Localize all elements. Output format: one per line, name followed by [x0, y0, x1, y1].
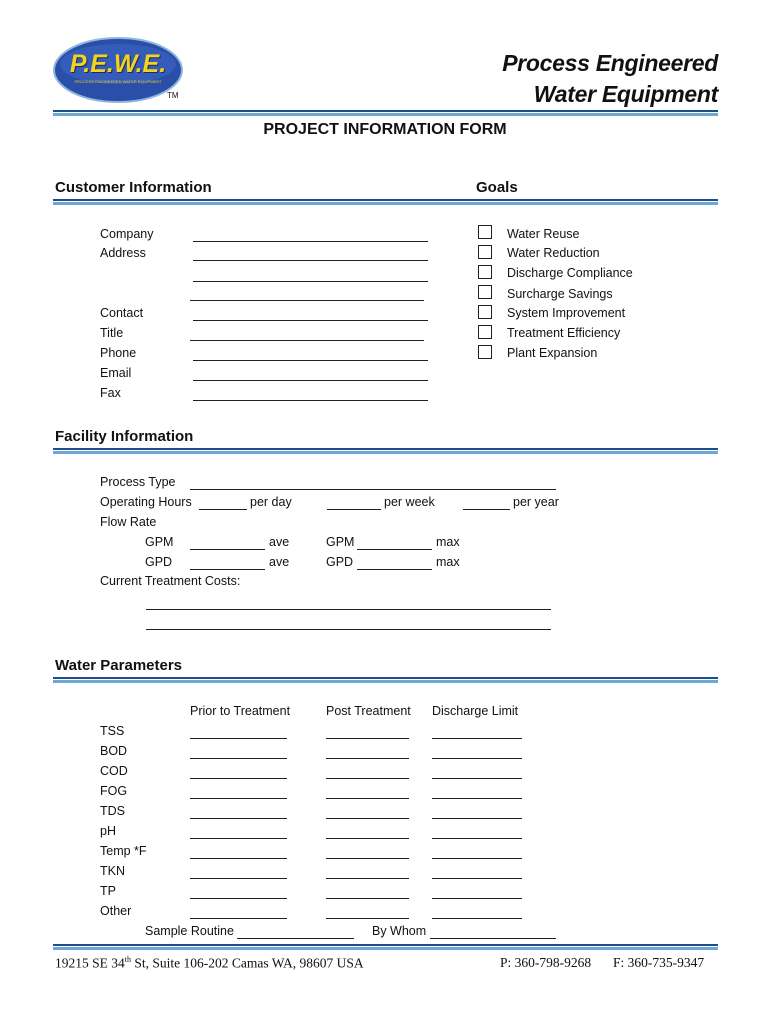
checkbox-surcharge-savings[interactable] [478, 285, 492, 299]
footer-rule [53, 944, 718, 950]
form-title: PROJECT INFORMATION FORM [263, 121, 507, 138]
discharge-field[interactable] [432, 778, 522, 779]
process-type-label: Process Type [100, 475, 176, 489]
per-week-label: per week [384, 495, 435, 509]
max-label: max [436, 555, 460, 569]
gpm-max-field[interactable] [357, 549, 432, 550]
operating-hours-label: Operating Hours [100, 495, 192, 509]
process-type-field[interactable] [190, 489, 556, 490]
address-field-3[interactable] [190, 300, 424, 301]
gpd-max-label: GPD [326, 555, 354, 569]
discharge-field[interactable] [432, 738, 522, 739]
prior-field[interactable] [190, 798, 287, 799]
parameter-label: pH [100, 824, 116, 838]
post-field[interactable] [326, 738, 409, 739]
footer-fax: F: 360-735-9347 [613, 955, 705, 970]
prior-field[interactable] [190, 858, 287, 859]
prior-field[interactable] [190, 758, 287, 759]
logo-text: P.E.W.E. [69, 50, 167, 78]
post-field[interactable] [326, 918, 409, 919]
gpm-max-label: GPM [326, 535, 355, 549]
per-day-label: per day [250, 495, 292, 509]
goal-label: Surcharge Savings [507, 287, 613, 301]
max-label: max [436, 535, 460, 549]
fax-field[interactable] [193, 400, 428, 401]
current-costs-field-1[interactable] [146, 609, 551, 610]
discharge-field[interactable] [432, 878, 522, 879]
water-rule [53, 677, 718, 683]
title-field[interactable] [190, 340, 424, 341]
gpm-ave-label: GPM [145, 535, 174, 549]
goal-label: Discharge Compliance [507, 266, 633, 280]
discharge-field[interactable] [432, 818, 522, 819]
sample-routine-label: Sample Routine [145, 924, 234, 938]
field-label-fax: Fax [100, 386, 121, 400]
prior-field[interactable] [190, 778, 287, 779]
sample-routine-field[interactable] [237, 938, 354, 939]
gpd-ave-label: GPD [145, 555, 173, 569]
facility-heading: Facility Information [55, 428, 194, 445]
column-prior: Prior to Treatment [190, 704, 291, 718]
discharge-field[interactable] [432, 758, 522, 759]
goal-label: Water Reduction [507, 246, 600, 260]
customer-rule [53, 199, 718, 205]
ave-label: ave [269, 535, 290, 549]
logo-subtext: PROCESS ENGINEERED WATER EQUIPMENT [74, 79, 162, 84]
discharge-field[interactable] [432, 838, 522, 839]
field-label-phone: Phone [100, 346, 137, 360]
by-whom-field[interactable] [430, 938, 556, 939]
field-label-company: Company [100, 227, 154, 241]
ave-label: ave [269, 555, 290, 569]
address-suffix: th [124, 955, 131, 964]
goal-label: Water Reuse [507, 227, 580, 241]
header-rule [53, 110, 718, 116]
trademark: TM [167, 91, 179, 100]
parameter-label: TP [100, 884, 116, 898]
checkbox-plant-expansion[interactable] [478, 345, 492, 359]
goal-label: Treatment Efficiency [507, 326, 621, 340]
prior-field[interactable] [190, 818, 287, 819]
by-whom-label: By Whom [372, 924, 427, 938]
parameter-label: TDS [100, 804, 125, 818]
gpm-ave-field[interactable] [190, 549, 265, 550]
hours-per-year-field[interactable] [463, 509, 510, 510]
goal-label: System Improvement [507, 306, 626, 320]
footer-address [55, 955, 364, 972]
footer-phone: P: 360-798-9268 [500, 955, 592, 970]
post-field[interactable] [326, 778, 409, 779]
discharge-field[interactable] [432, 798, 522, 799]
parameter-label: TSS [100, 724, 125, 738]
parameter-label: FOG [100, 784, 128, 798]
address-field-2[interactable] [193, 281, 428, 282]
prior-field[interactable] [190, 878, 287, 879]
discharge-field[interactable] [432, 858, 522, 859]
discharge-field[interactable] [432, 918, 522, 919]
parameter-label: Temp *F [100, 844, 147, 858]
checkbox-discharge-compliance[interactable] [478, 265, 492, 279]
prior-field[interactable] [190, 838, 287, 839]
post-field[interactable] [326, 838, 409, 839]
parameter-label: Other [100, 904, 132, 918]
checkbox-system-improvement[interactable] [478, 305, 492, 319]
column-discharge: Discharge Limit [432, 704, 519, 718]
parameter-label: TKN [100, 864, 125, 878]
parameter-label: COD [100, 764, 128, 778]
email-field[interactable] [193, 380, 428, 381]
contact-field[interactable] [193, 320, 428, 321]
checkbox-water-reduction[interactable] [478, 245, 492, 259]
prior-field[interactable] [190, 738, 287, 739]
prior-field[interactable] [190, 898, 287, 899]
field-label-address: Address [100, 246, 146, 260]
flow-rate-label: Flow Rate [100, 515, 157, 529]
water-heading: Water Parameters [55, 657, 183, 674]
discharge-field[interactable] [432, 898, 522, 899]
checkbox-treatment-efficiency[interactable] [478, 325, 492, 339]
column-post: Post Treatment [326, 704, 411, 718]
per-year-label: per year [513, 495, 559, 509]
post-field[interactable] [326, 898, 409, 899]
facility-rule [53, 448, 718, 454]
checkbox-water-reuse[interactable] [478, 225, 492, 239]
gpd-max-field[interactable] [357, 569, 432, 570]
field-label-title: Title [100, 326, 124, 340]
post-field[interactable] [326, 878, 409, 879]
post-field[interactable] [326, 798, 409, 799]
customer-heading: Customer Information [55, 179, 212, 196]
prior-field[interactable] [190, 918, 287, 919]
current-costs-field-2[interactable] [146, 629, 551, 630]
logo [52, 36, 184, 104]
gpd-ave-field[interactable] [190, 569, 265, 570]
field-label-contact: Contact [100, 306, 144, 320]
post-field[interactable] [326, 858, 409, 859]
address-rest: St, Suite 106-202 Camas WA, 98607 USA [131, 955, 364, 971]
hours-per-week-field[interactable] [327, 509, 381, 510]
company-name-line2: Water Equipment [533, 81, 718, 107]
company-name-line1: Process Engineered [502, 50, 718, 76]
address-street: 19215 SE 34 [55, 955, 125, 971]
goal-label: Plant Expansion [507, 346, 598, 360]
phone-field[interactable] [193, 360, 428, 361]
goals-heading: Goals [476, 179, 518, 196]
company-field[interactable] [193, 241, 428, 242]
field-label-email: Email [100, 366, 132, 380]
post-field[interactable] [326, 758, 409, 759]
address-field-1[interactable] [193, 260, 428, 261]
post-field[interactable] [326, 818, 409, 819]
hours-per-day-field[interactable] [199, 509, 247, 510]
parameter-label: BOD [100, 744, 128, 758]
current-costs-label: Current Treatment Costs: [100, 574, 241, 588]
